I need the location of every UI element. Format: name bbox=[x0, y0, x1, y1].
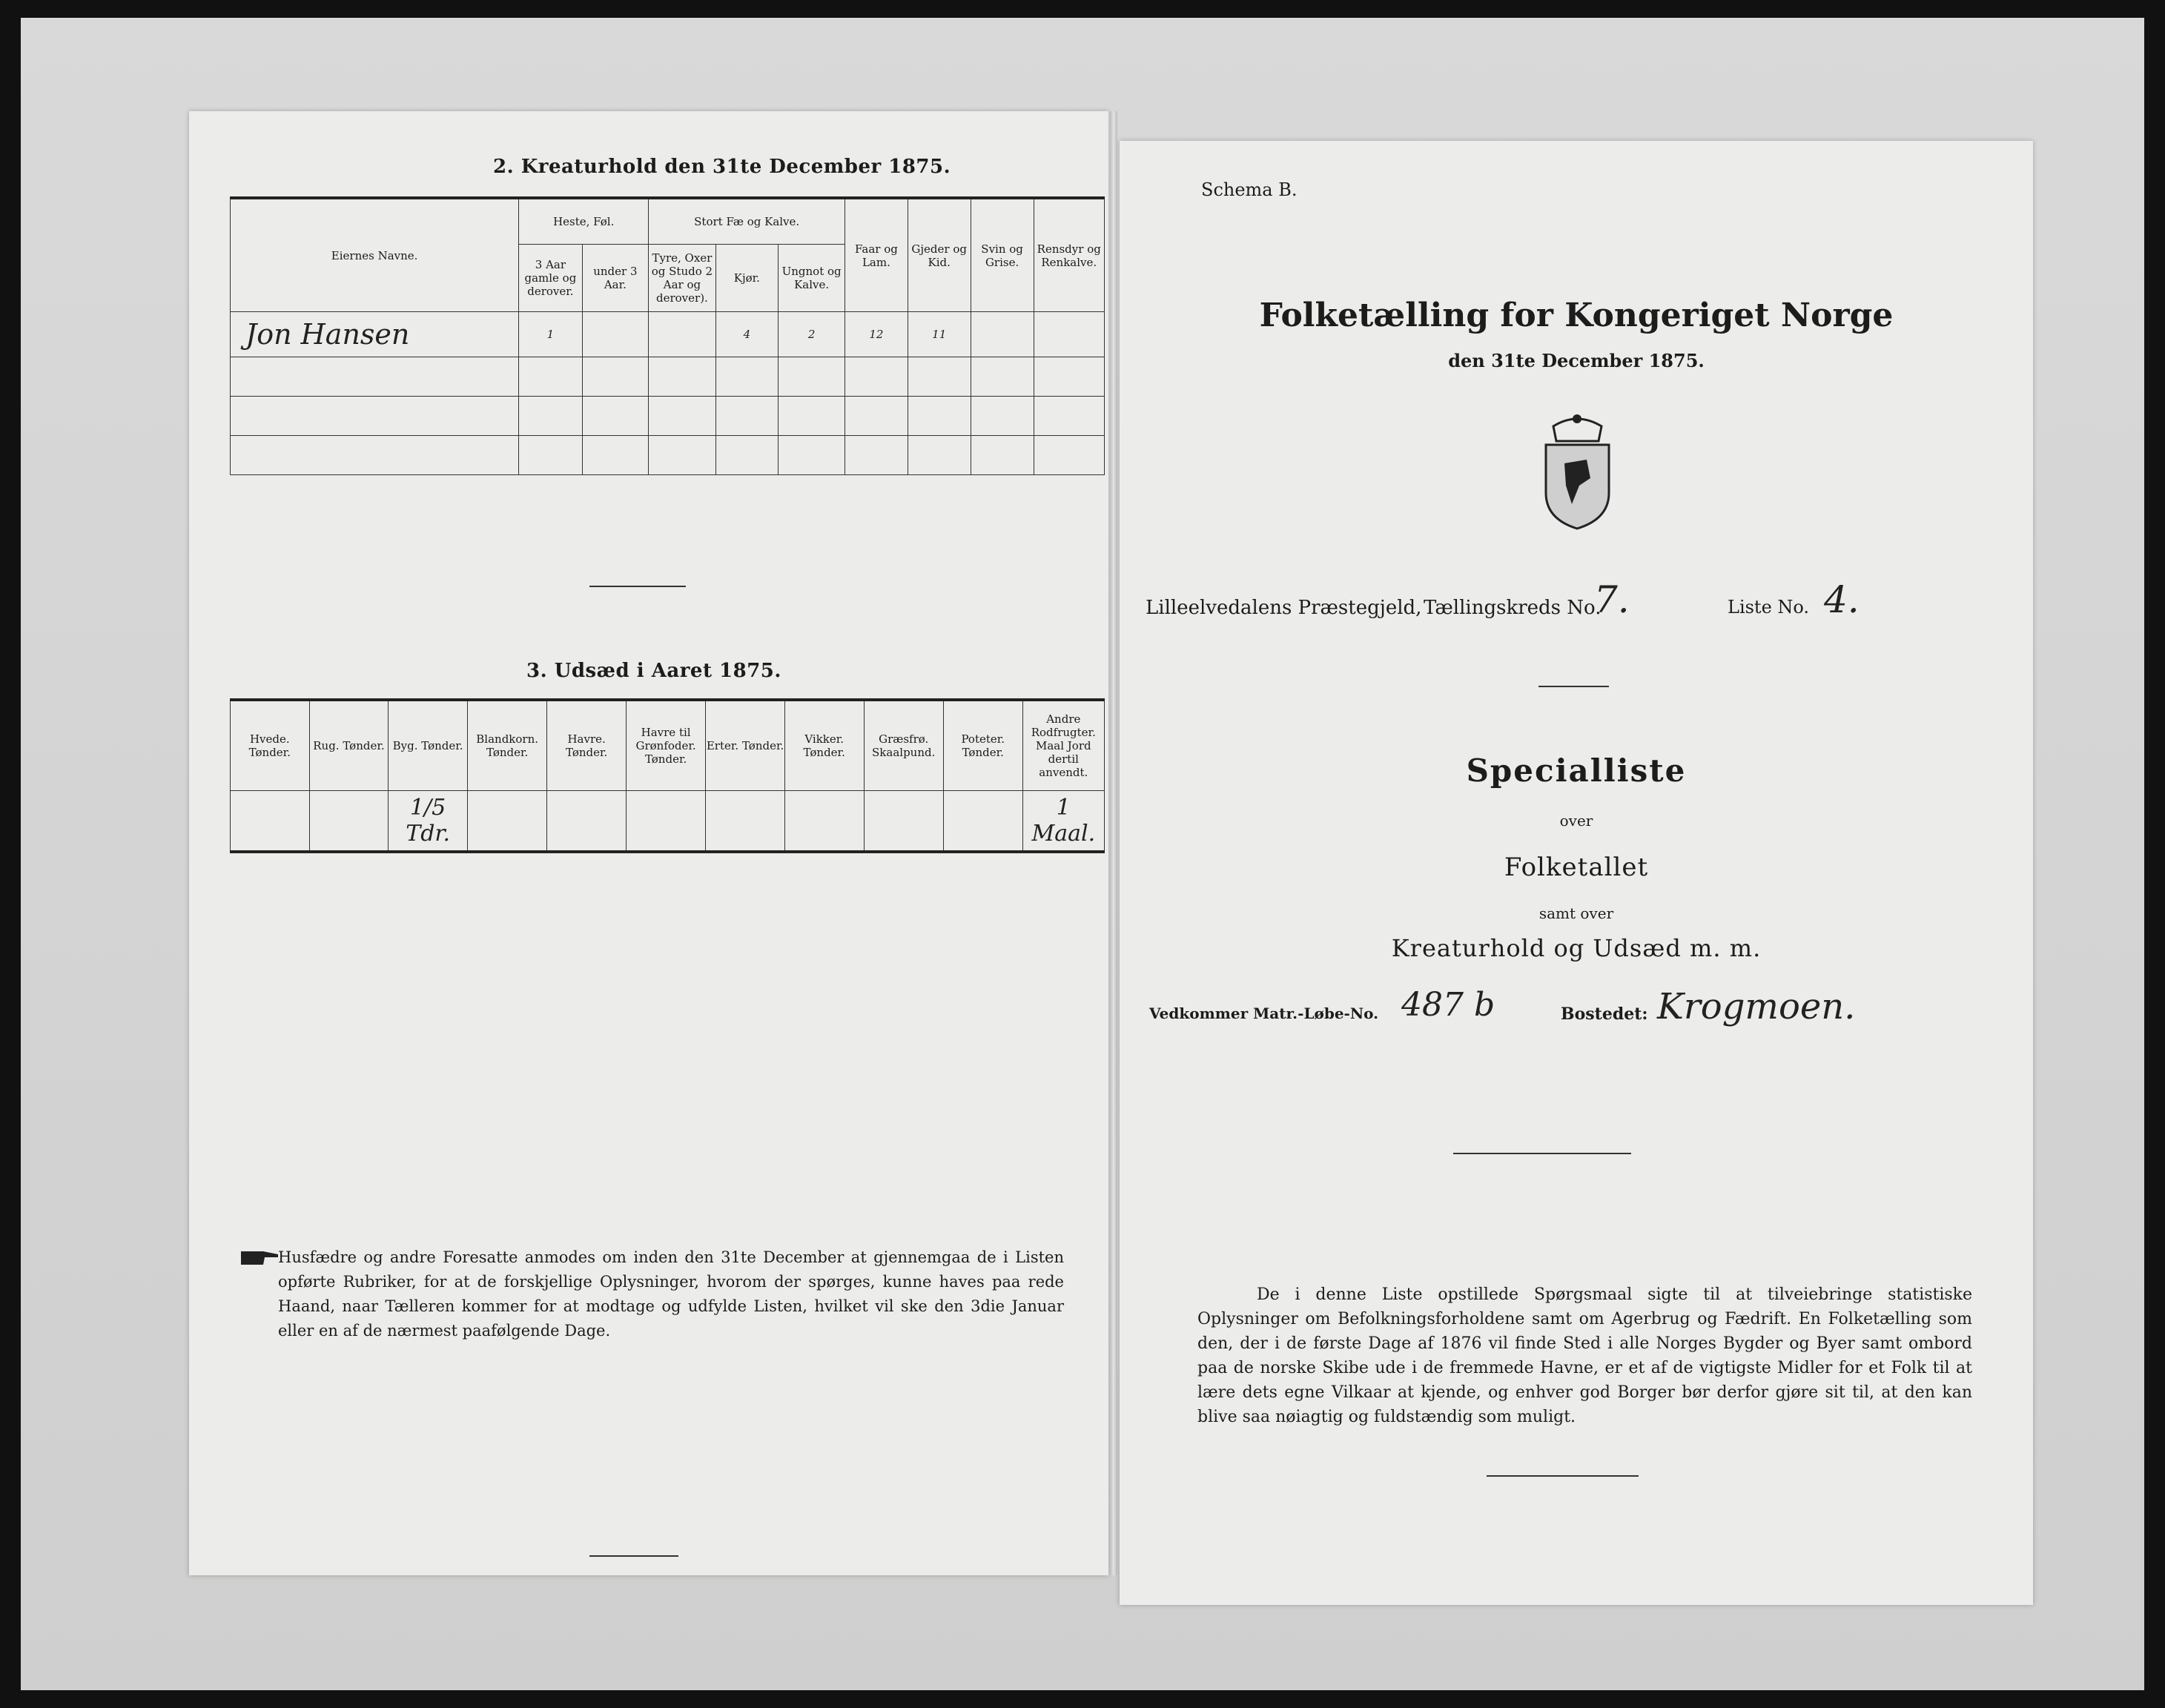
cattle-header: Stort Fæ og Kalve. bbox=[649, 198, 845, 245]
seed-header: Havre til Grønfoder. Tønder. bbox=[626, 700, 705, 791]
livestock-table bbox=[230, 196, 1105, 475]
page-fold bbox=[1110, 111, 1117, 1575]
seed-header: Poteter. Tønder. bbox=[943, 700, 1022, 791]
seed-value bbox=[943, 791, 1022, 853]
schema-label: Schema B. bbox=[1201, 179, 1298, 200]
pigs-header: Svin og Grise. bbox=[971, 198, 1034, 312]
seed-table bbox=[230, 698, 1105, 853]
empty-cell bbox=[582, 312, 649, 357]
seed-value bbox=[706, 791, 785, 853]
pointing-hand-icon bbox=[241, 1247, 280, 1268]
horses-adult-header: 3 Aar gamle og derover. bbox=[519, 245, 582, 312]
list-number: 4. bbox=[1824, 578, 1860, 621]
seed-value bbox=[626, 791, 705, 853]
seed-header: Vikker. Tønder. bbox=[784, 700, 864, 791]
district-number: 7. bbox=[1594, 578, 1630, 621]
seed-value: 1 Maal. bbox=[1022, 791, 1104, 853]
coat-of-arms-icon bbox=[1535, 411, 1620, 530]
seed-value: 1/5 Tdr. bbox=[389, 791, 468, 853]
livestock-title: 2. Kreaturhold den 31te December 1875. bbox=[493, 156, 951, 178]
calves-count: 2 bbox=[779, 312, 845, 357]
seed-value bbox=[231, 791, 310, 853]
cows-count: 4 bbox=[715, 312, 779, 357]
empty-cell bbox=[1034, 312, 1104, 357]
matr-label: Vedkommer Matr.-Løbe-No. bbox=[1149, 1004, 1379, 1022]
left-page bbox=[189, 111, 1108, 1575]
date-line: den 31te December 1875. bbox=[1448, 350, 1705, 371]
right-page bbox=[1120, 141, 2033, 1605]
seed-value bbox=[467, 791, 546, 853]
main-title: Folketælling for Kongeriget Norge bbox=[1259, 297, 1894, 334]
seed-header: Byg. Tønder. bbox=[389, 700, 468, 791]
kreaturhold-label: Kreaturhold og Udsæd m. m. bbox=[1391, 934, 1762, 962]
owner-header: Eiernes Navne. bbox=[231, 198, 519, 312]
seed-header: Erter. Tønder. bbox=[706, 700, 785, 791]
seed-header: Havre. Tønder. bbox=[547, 700, 627, 791]
bosted-label: Bostedet: bbox=[1561, 1004, 1648, 1024]
goats-header: Gjeder og Kid. bbox=[908, 198, 971, 312]
divider bbox=[1453, 1153, 1631, 1154]
divider bbox=[589, 586, 686, 587]
sheep-count: 12 bbox=[845, 312, 908, 357]
horses-adult-count: 1 bbox=[519, 312, 582, 357]
horses-young-header: under 3 Aar. bbox=[582, 245, 649, 312]
district-label: Tællingskreds No. bbox=[1424, 597, 1602, 619]
bosted-value: Krogmoen. bbox=[1657, 986, 1856, 1027]
seed-header: Andre Rodfrugter. Maal Jord dertil anvendt. bbox=[1022, 700, 1104, 791]
seed-value bbox=[864, 791, 943, 853]
divider bbox=[589, 1555, 678, 1557]
bulls-header: Tyre, Oxer og Studo 2 Aar og derover). bbox=[649, 245, 715, 312]
samt-over-label: samt over bbox=[1538, 904, 1614, 922]
footer-text: De i denne Liste opstillede Spørgsmaal sigte til at tilveiebringe statistiske Oplysninger om Befolkningsforholdene samt om Agerbrug og Fædrift. En Folketælling som den, der i de første Dage af 1876 vil finde Sted i alle Norges Bygder og Byer samt ombord paa de norske Skibe ude i de fremmede Havne, er et af de vigtigste Midler for et Folk til at lære dets egne Vilkaar at kjende, og enhver god Borger bør derfor gjøre sit til, at den kan blive saa nøiagtig og fuldstændig som muligt. bbox=[1197, 1285, 1972, 1426]
parish-label: Lilleelvedalens Præstegjeld, bbox=[1146, 597, 1422, 619]
divider bbox=[1538, 686, 1609, 687]
seed-value bbox=[309, 791, 389, 853]
horses-header: Heste, Føl. bbox=[519, 198, 649, 245]
matr-number: 487 b bbox=[1401, 986, 1495, 1024]
seed-header: Rug. Tønder. bbox=[309, 700, 389, 791]
seed-value bbox=[784, 791, 864, 853]
reindeer-header: Rensdyr og Renkalve. bbox=[1034, 198, 1104, 312]
owner-name: Jon Hansen bbox=[231, 312, 519, 357]
empty-cell bbox=[971, 312, 1034, 357]
over-label: over bbox=[1559, 812, 1593, 830]
empty-cell bbox=[649, 312, 715, 357]
specialliste-title: Specialliste bbox=[1466, 752, 1687, 789]
notice-text: Husfædre og andre Foresatte anmodes om inden den 31te December at gjennemgaa de i Listen opførte Rubriker, for at de forskjellige Oplysninger, hvorom der spørges, kunne haves paa rede Haand, naar Tælleren kommer for at modtage og udfylde Listen, hvilket vil ske den 3die Januar eller en af de nærmest paafølgende Dage. bbox=[278, 1248, 1064, 1340]
list-label: Liste No. bbox=[1728, 597, 1810, 618]
seed-title: 3. Udsæd i Aaret 1875. bbox=[526, 660, 781, 682]
goats-count: 11 bbox=[908, 312, 971, 357]
cows-header: Kjør. bbox=[715, 245, 779, 312]
divider bbox=[1487, 1475, 1639, 1477]
seed-header: Blandkorn. Tønder. bbox=[467, 700, 546, 791]
folketallet-label: Folketallet bbox=[1504, 853, 1649, 882]
seed-header: Græsfrø. Skaalpund. bbox=[864, 700, 943, 791]
sheep-header: Faar og Lam. bbox=[845, 198, 908, 312]
seed-value bbox=[547, 791, 627, 853]
calves-header: Ungnot og Kalve. bbox=[779, 245, 845, 312]
seed-header: Hvede. Tønder. bbox=[231, 700, 310, 791]
